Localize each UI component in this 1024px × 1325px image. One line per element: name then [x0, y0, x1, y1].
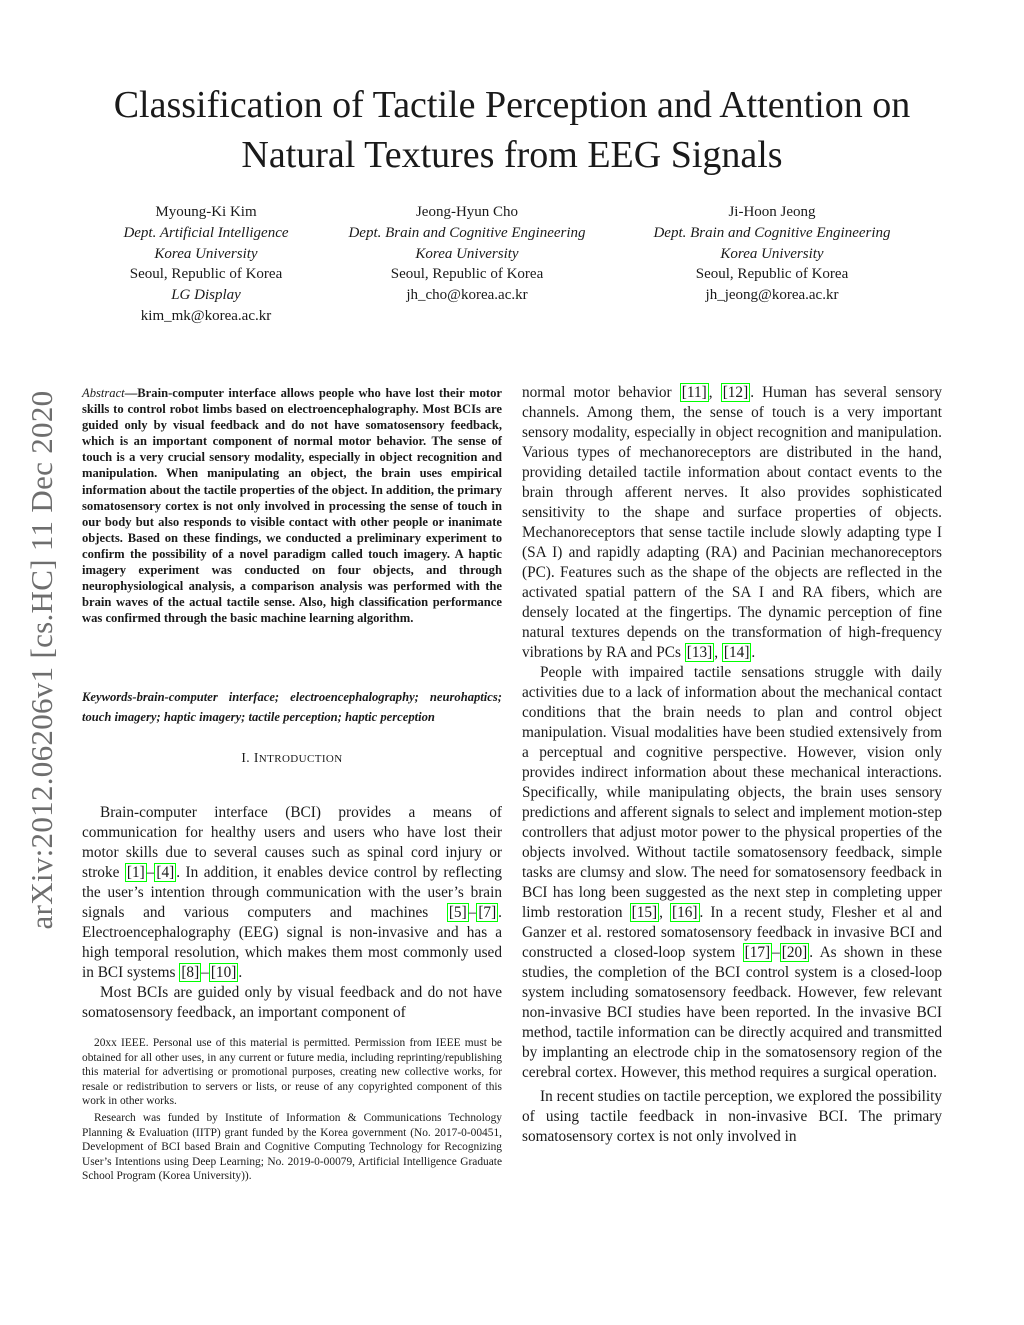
copyright-footnote: 20xx IEEE. Personal use of this material is permitted. Permission from IEEE must be obtained for all other uses, in any current or future media, including reprinting/republishing this material for advertising or promotional purposes, creating new collective works, for resale or redistribution to servers or lists, or reuse of any copyrighted component of this work in other works. — [82, 1037, 502, 1108]
funding-footnote: Research was funded by Institute of Information & Communications Technology Planning & Evaluation (IITP) grant funded by the Korea government (No. 2017-0-00451, Development of BCI based Brain and Cognitive Computing Technology for Recognizing User’s Intentions using Deep Learning; No. 2019-0-00079, Artificial Intelligence Graduate School Program (Korea University)). — [82, 1111, 502, 1183]
citation-link[interactable]: [15] — [631, 904, 658, 921]
citation-link[interactable]: [20] — [781, 944, 808, 961]
author-univ: Korea University — [154, 245, 258, 262]
citation-link[interactable]: [8] — [181, 964, 200, 981]
paragraph: Most BCIs are guided only by visual feedback and do not have somatosensory feedback, an important component of — [82, 984, 502, 1021]
author-email[interactable]: jh_cho@korea.ac.kr — [406, 287, 528, 304]
citation-link[interactable]: [1] — [126, 864, 145, 881]
section-title-initial: I — [253, 750, 259, 765]
author-block-2 — [317, 202, 617, 306]
author-dept: Dept. Artificial Intelligence — [123, 224, 289, 241]
paragraph: Brain-computer interface (BCI) provides a means of communication for healthy users and users who have lost their motor skills due to several causes such as spinal cord injury or stroke [1] – [4] . In addition, it enables device control by reflecting the user’s intention through communication with the user’s brain signals and various computers and machines [5] – [7] . Electroencephalography (EEG) signal is non-invasive and has a high temporal resolution, which makes them most commonly used in BCI systems [8] – [10] . — [82, 804, 502, 981]
author-block-3 — [622, 202, 922, 306]
citation-link[interactable]: [16] — [672, 904, 698, 921]
author-name: Ji-Hoon Jeong — [728, 204, 816, 220]
citation-link[interactable]: [13] — [686, 644, 713, 661]
author-name: Myoung-Ki Kim — [155, 204, 257, 220]
author-block-1 — [56, 202, 356, 327]
citation-link[interactable]: [12] — [722, 384, 749, 401]
abstract-text: Brain-computer interface allows people who have lost their motor skills to control robot limbs based on electroencephalography. Most BCIs are guided only by visual feedback and do not have somatosensory feedback, which is an important component of normal motor behavior. The sense of touch is a very crucial sensory modality, especially in object recognition and manipulation. When manipulating an object, the brain uses empirical information about the tactile properties of the object. In addition, the primary somatosensory cortex is not only involved in processing the sense of touch in our body but also responds to visible contact with other people or inanimate objects. Based on these findings, we conducted a preliminary experiment to confirm the possibility of a novel paradigm called touch imagery. A haptic imagery experiment was conducted on four objects, and through neurophysiological analysis, a comparison analysis was performed with the brain waves of the actual tactile sense. Also, high classification performance was confirmed through the basic machine learning algorithm. — [82, 386, 502, 626]
paragraph: normal motor behavior [11] , [12] . Human has several sensory channels. Among them, the sense of touch is a very important sensory modality, especially in object recognition and manipulation. Various types of mechanoreceptors are distributed in the hand, providing detailed tactile information about contact events to the brain through afferent nerves. It also provides sophisticated sensitivity to the shape and surface properties of objects. Mechanoreceptors that sense tactile include slowly adapting type I (SA I) and rapidly adapting (RA) and Pacinian mechanoreceptors (PC). Features such as the shape of the objects are reflected in the activated spatial pattern of the SA I and RA fibers, which are densely located at the fingertips. The dynamic perception of fine natural textures depends on the transformation of high-frequency vibrations by RA and PCs [13] , [14] . — [522, 384, 943, 661]
author-location: Seoul, Republic of Korea — [695, 266, 849, 283]
intro-left-column — [82, 803, 502, 1023]
paper-title: Classification of Tactile Perception and Attention on Natural Textures from EEG Signals — [113, 84, 911, 176]
citation-link[interactable]: [5] — [448, 904, 467, 921]
section-heading-introduction — [82, 750, 502, 766]
author-univ: Korea University — [415, 245, 519, 262]
intro-right-column — [522, 383, 942, 1147]
abstract-lead: Abstract — [82, 386, 125, 400]
author-univ: Korea University — [720, 245, 824, 262]
citation-link[interactable]: [7] — [478, 904, 497, 921]
paragraph: In recent studies on tactile perception, we explored the possibility of using tactile feedback in non-invasive BCI. The primary somatosensory cortex is not only involved in — [522, 1088, 942, 1145]
section-number: I. — [241, 750, 251, 765]
abstract-dash: — — [124, 386, 138, 400]
citation-link[interactable]: [4] — [156, 864, 175, 881]
citation-link[interactable]: [17] — [744, 944, 771, 961]
author-dept: Dept. Brain and Cognitive Engineering — [348, 224, 586, 241]
author-location: Seoul, Republic of Korea — [390, 266, 544, 283]
footnotes — [82, 1036, 502, 1186]
author-name: Jeong-Hyun Cho — [415, 204, 519, 220]
citation-link[interactable]: [11] — [681, 384, 707, 401]
author-dept: Dept. Brain and Cognitive Engineering — [653, 224, 891, 241]
paragraph: People with impaired tactile sensations struggle with daily activities due to a lack of information about the mechanical contact conditions that the brain needs to plan and control object manipulation. Visual modalities have been studied extensively from a perceptual and cognitive perspective. However, vision only provides indirect information about these mechanical interactions. Specifically, while manipulating objects, the brain uses sensory predictions and afferent signals to select and implement motion-step controllers that adjust motor power to the physical properties of the objects involved. Without tactile somatosensory feedback, simple tasks are clumsy and slow. The need for somatosensory feedback in BCI has long been suggested as the next step in completing upper limb restoration [15] , [16] . In a recent study, Flesher et al and Ganzer et al. restored somatosensory feedback in invasive BCI and constructed a closed-loop system [17] – [20] . As shown in these studies, the completion of the BCI control system is a closed-loop system including somatosensory feedback. However, few relevant non-invasive BCI studies have been reported. In the invasive BCI method, tactile information can be directly acquired and transmitted by implanting an electrode chip in the somatosensory region of the cerebral cortex. However, this method requires a surgical operation. — [522, 664, 942, 1081]
keywords: Keywords-brain-computer interface; electroencephalography; neurohaptics; touch imagery; haptic imagery; tactile perception; haptic perception — [82, 690, 502, 724]
author-email[interactable]: jh_jeong@korea.ac.kr — [705, 287, 839, 304]
citation-link[interactable]: [10] — [210, 964, 237, 981]
author-email[interactable]: kim_mk@korea.ac.kr — [140, 307, 272, 324]
author-extra-affiliation: LG Display — [171, 287, 241, 304]
abstract — [82, 385, 502, 626]
arxiv-id: arXiv:2012.06206v1 [cs.HC] 11 Dec 2020 — [24, 390, 59, 930]
section-title-rest: NTRODUCTION — [258, 753, 343, 765]
citation-link[interactable]: [14] — [723, 644, 750, 661]
author-location: Seoul, Republic of Korea — [129, 266, 283, 283]
